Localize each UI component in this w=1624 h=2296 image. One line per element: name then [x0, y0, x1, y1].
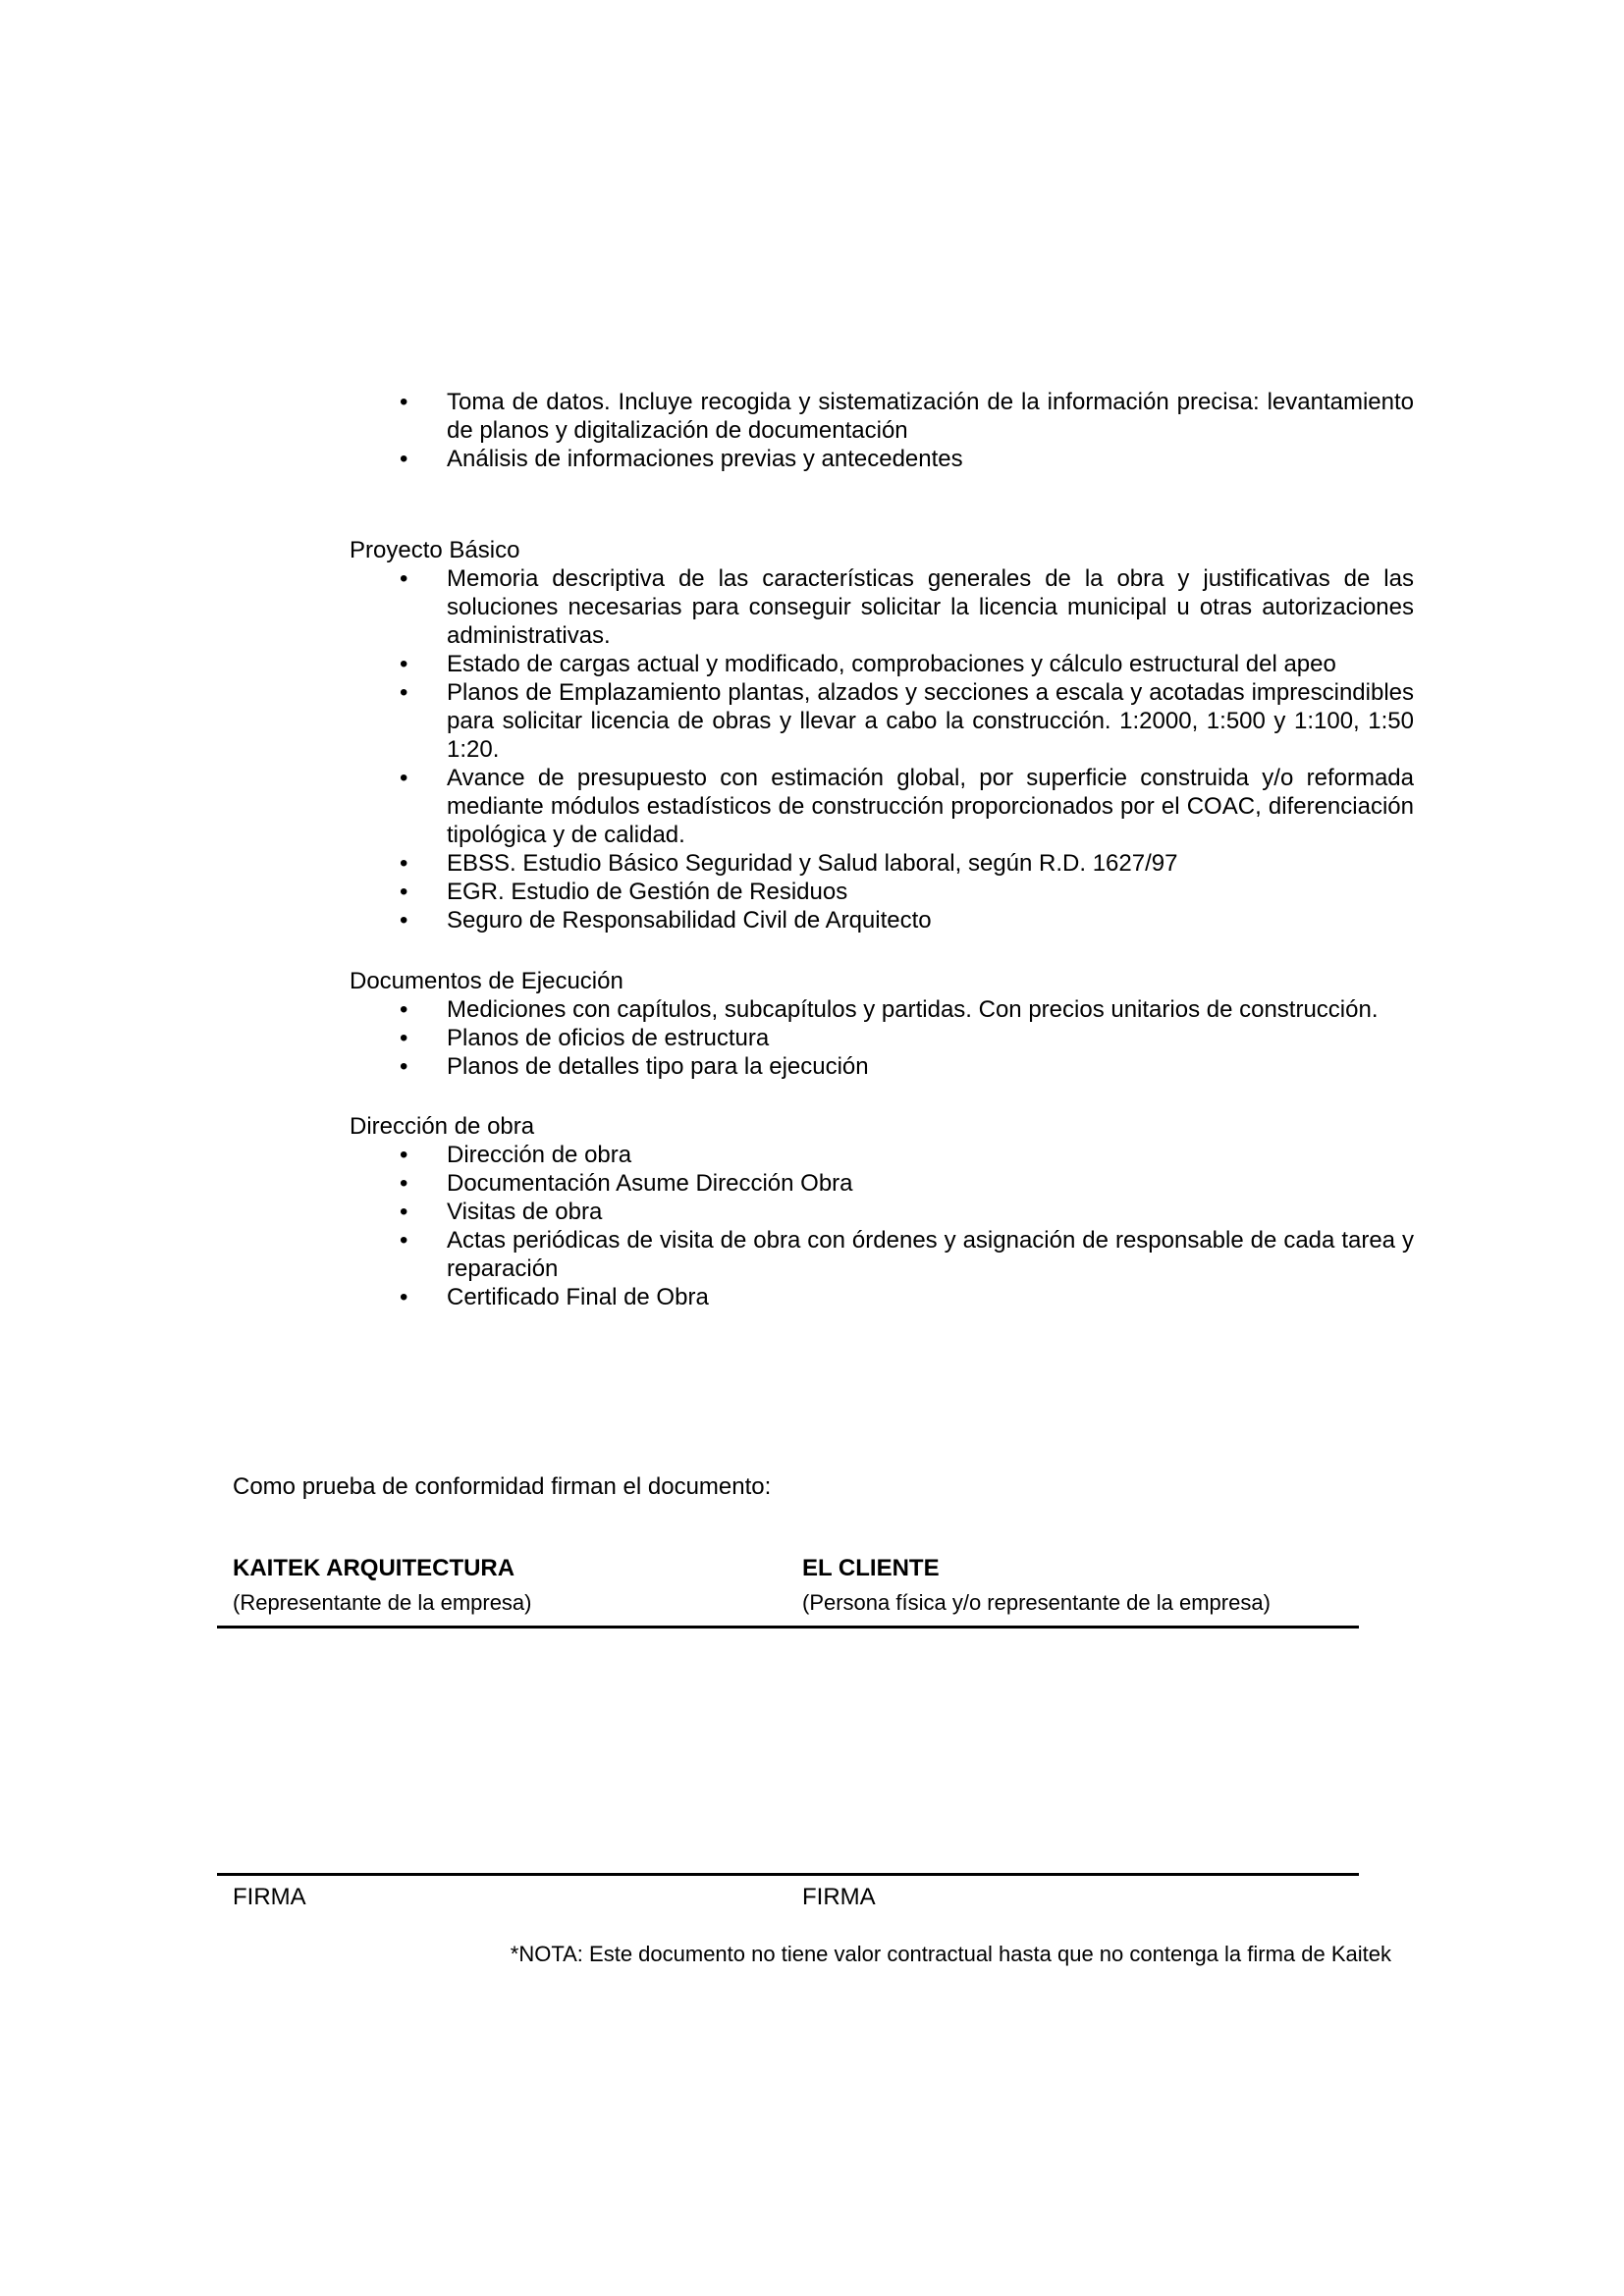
bullet-icon: • [400, 1142, 408, 1168]
list-item-text: EBSS. Estudio Básico Seguridad y Salud laboral, según R.D. 1627/97 [447, 850, 1178, 877]
firma-label-company: FIRMA [233, 1884, 306, 1910]
list-item-text: Dirección de obra [447, 1142, 632, 1168]
list-item-text: Memoria descriptiva de las características generales de la obra y justificativas de las soluciones necesarias para conseguir solicitar la licencia municipal u otras autorizaciones administrativas. [447, 565, 1414, 649]
firma-labels-row [233, 1883, 1391, 1911]
list-item-text: Planos de Emplazamiento plantas, alzados y secciones a escala y acotadas imprescindibles para solicitar licencia de obras y llevar a cabo la construcción. 1:2000, 1:500 y 1:100, 1:50 1:20. [447, 679, 1414, 763]
bullet-icon: • [400, 879, 408, 905]
bullet-icon: • [400, 446, 408, 472]
bullet-icon: • [400, 996, 408, 1023]
list-item [400, 388, 1414, 445]
intro-bullet-list [233, 388, 1414, 473]
proyecto-basico-bullet-list [233, 564, 1414, 934]
bullet-icon: • [400, 850, 408, 877]
section-heading-proyecto-basico: Proyecto Básico [350, 537, 520, 563]
bullet-icon: • [400, 1199, 408, 1225]
documentos-ejecucion-bullet-list [233, 995, 1414, 1081]
signature-name-client: EL CLIENTE [802, 1555, 940, 1581]
signature-name-company: KAITEK ARQUITECTURA [233, 1555, 515, 1581]
bullet-icon: • [400, 907, 408, 934]
list-item-text: Planos de detalles tipo para la ejecución [447, 1053, 869, 1080]
list-item [400, 445, 1414, 473]
section-heading-documentos-ejecucion: Documentos de Ejecución [350, 968, 623, 994]
bullet-icon: • [400, 651, 408, 677]
list-item-text: Visitas de obra [447, 1199, 603, 1225]
bullet-icon: • [400, 1025, 408, 1051]
signature-divider-line [217, 1626, 1359, 1629]
bullet-icon: • [400, 1227, 408, 1254]
list-item [400, 906, 1414, 934]
list-item-text: Actas periódicas de visita de obra con órdenes y asignación de responsable de cada tarea y reparación [447, 1227, 1414, 1282]
list-item-text: Planos de oficios de estructura [447, 1025, 770, 1051]
list-item-text: Avance de presupuesto con estimación global, por superficie construida y/o reformada mediante módulos estadísticos de construcción proporcionados por el COAC, diferenciación tipológica y de calidad. [447, 765, 1414, 848]
bullet-icon: • [400, 1053, 408, 1080]
list-item [400, 564, 1414, 650]
bullet-icon: • [400, 1284, 408, 1310]
list-item [400, 1169, 1414, 1198]
signature-roles-row [233, 1588, 1391, 1617]
list-item-text: Mediciones con capítulos, subcapítulos y partidas. Con precios unitarios de construcción. [447, 996, 1379, 1023]
list-item [400, 1198, 1414, 1226]
bullet-icon: • [400, 679, 408, 706]
signature-line [217, 1873, 1359, 1876]
direccion-obra-bullet-list [233, 1141, 1414, 1311]
list-item [400, 1226, 1414, 1283]
list-item [400, 995, 1414, 1024]
list-item-text: EGR. Estudio de Gestión de Residuos [447, 879, 848, 905]
list-item [400, 1052, 1414, 1081]
list-item [400, 849, 1414, 878]
list-item [400, 1141, 1414, 1169]
list-item [400, 650, 1414, 678]
list-item-text: Seguro de Responsabilidad Civil de Arquitecto [447, 907, 932, 934]
list-item-text: Certificado Final de Obra [447, 1284, 709, 1310]
list-item-text: Documentación Asume Dirección Obra [447, 1170, 853, 1197]
list-item [400, 764, 1414, 849]
bullet-icon: • [400, 1170, 408, 1197]
firma-label-client: FIRMA [802, 1884, 876, 1910]
bullet-icon: • [400, 565, 408, 592]
bullet-icon: • [400, 765, 408, 791]
list-item-text: Toma de datos. Incluye recogida y sistematización de la información precisa: levantamiento de planos y digitalización de documentación [447, 389, 1414, 444]
list-item [400, 1024, 1414, 1052]
section-heading-direccion-obra: Dirección de obra [350, 1113, 535, 1140]
list-item-text: Estado de cargas actual y modificado, comprobaciones y cálculo estructural del apeo [447, 651, 1336, 677]
document-content [233, 388, 1414, 1968]
list-item [400, 878, 1414, 906]
signature-role-client: (Persona física y/o representante de la empresa) [802, 1590, 1271, 1615]
contract-note: *NOTA: Este documento no tiene valor contractual hasta que no contenga la firma de Kaitek [510, 1942, 1391, 1966]
list-item [400, 678, 1414, 764]
signature-names-row [233, 1554, 1391, 1582]
list-item [400, 1283, 1414, 1311]
signature-role-company: (Representante de la empresa) [233, 1590, 532, 1615]
closing-statement: Como prueba de conformidad firman el documento: [233, 1473, 772, 1500]
bullet-icon: • [400, 389, 408, 415]
list-item-text: Análisis de informaciones previas y antecedentes [447, 446, 963, 472]
